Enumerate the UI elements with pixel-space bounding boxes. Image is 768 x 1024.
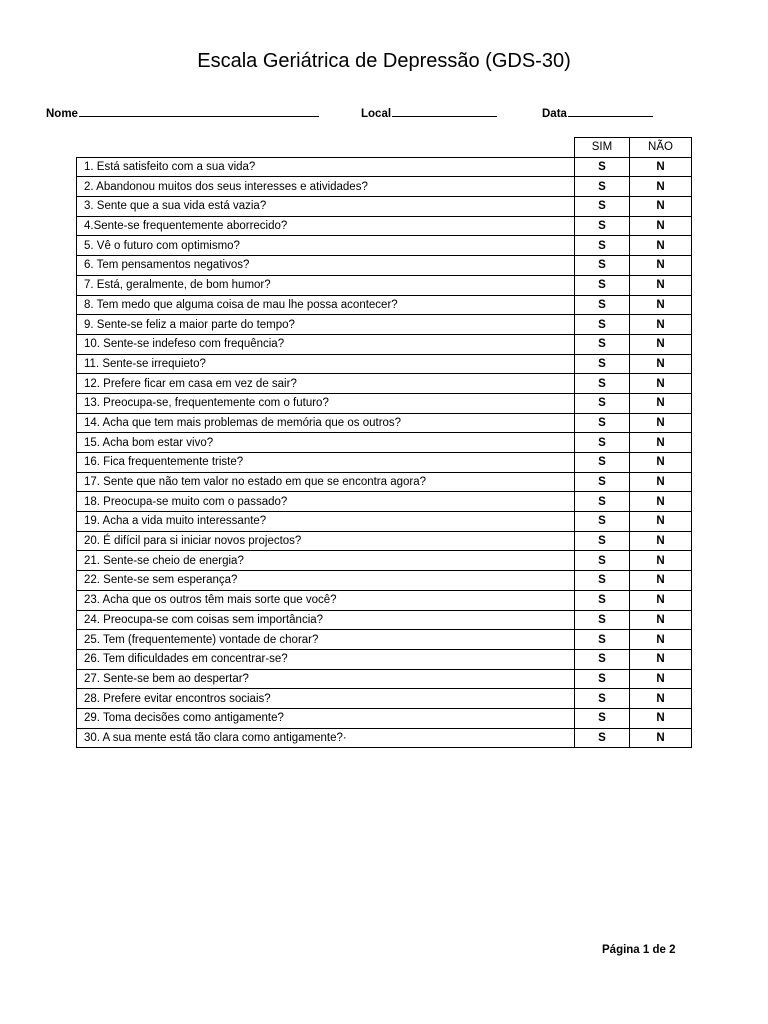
data-field[interactable]: [542, 104, 653, 123]
answer-nao-option[interactable]: N: [630, 551, 692, 571]
answer-sim-option[interactable]: S: [575, 531, 630, 551]
table-row: [77, 649, 692, 669]
question-text: 6. Tem pensamentos negativos?: [77, 256, 575, 276]
local-line[interactable]: [392, 104, 497, 117]
answer-sim-option[interactable]: S: [575, 197, 630, 217]
question-text: 14. Acha que tem mais problemas de memória que os outros?: [77, 413, 575, 433]
answer-nao-option[interactable]: N: [630, 728, 692, 748]
question-text: 23. Acha que os outros têm mais sorte que você?: [77, 590, 575, 610]
data-line[interactable]: [568, 104, 653, 117]
table-row: [77, 472, 692, 492]
header-sim: SIM: [575, 138, 630, 158]
question-text: 9. Sente-se feliz a maior parte do tempo?: [77, 315, 575, 335]
table-row: [77, 354, 692, 374]
answer-nao-option[interactable]: N: [630, 571, 692, 591]
question-text: 20. É difícil para si iniciar novos projectos?: [77, 531, 575, 551]
answer-sim-option[interactable]: S: [575, 256, 630, 276]
answer-nao-option[interactable]: N: [630, 256, 692, 276]
answer-sim-option[interactable]: S: [575, 275, 630, 295]
answer-sim-option[interactable]: S: [575, 708, 630, 728]
answer-nao-option[interactable]: N: [630, 590, 692, 610]
table-row: [77, 413, 692, 433]
answer-nao-option[interactable]: N: [630, 669, 692, 689]
answer-sim-option[interactable]: S: [575, 590, 630, 610]
answer-sim-option[interactable]: S: [575, 571, 630, 591]
table-row: [77, 610, 692, 630]
answer-nao-option[interactable]: N: [630, 157, 692, 177]
answer-sim-option[interactable]: S: [575, 177, 630, 197]
answer-sim-option[interactable]: S: [575, 413, 630, 433]
question-text: 27. Sente-se bem ao despertar?: [77, 669, 575, 689]
table-row: [77, 708, 692, 728]
answer-sim-option[interactable]: S: [575, 492, 630, 512]
answer-nao-option[interactable]: N: [630, 197, 692, 217]
answer-nao-option[interactable]: N: [630, 610, 692, 630]
question-text: 21. Sente-se cheio de energia?: [77, 551, 575, 571]
question-text: 2. Abandonou muitos dos seus interesses e atividades?: [77, 177, 575, 197]
answer-sim-option[interactable]: S: [575, 728, 630, 748]
answer-nao-option[interactable]: N: [630, 472, 692, 492]
table-row: [77, 177, 692, 197]
answer-nao-option[interactable]: N: [630, 295, 692, 315]
answer-nao-option[interactable]: N: [630, 374, 692, 394]
question-text: 17. Sente que não tem valor no estado em que se encontra agora?: [77, 472, 575, 492]
answer-sim-option[interactable]: S: [575, 472, 630, 492]
answer-sim-option[interactable]: S: [575, 551, 630, 571]
header-fields: [0, 104, 768, 122]
table-row: [77, 256, 692, 276]
answer-sim-option[interactable]: S: [575, 334, 630, 354]
question-text: 26. Tem dificuldades em concentrar-se?: [77, 649, 575, 669]
answer-sim-option[interactable]: S: [575, 354, 630, 374]
question-text: 15. Acha bom estar vivo?: [77, 433, 575, 453]
answer-nao-option[interactable]: N: [630, 630, 692, 650]
table-row: [77, 216, 692, 236]
header-blank-cell: [77, 138, 575, 158]
answer-sim-option[interactable]: S: [575, 393, 630, 413]
answer-nao-option[interactable]: N: [630, 315, 692, 335]
question-text: 11. Sente-se irrequieto?: [77, 354, 575, 374]
question-text: 7. Está, geralmente, de bom humor?: [77, 275, 575, 295]
answer-nao-option[interactable]: N: [630, 393, 692, 413]
answer-nao-option[interactable]: N: [630, 413, 692, 433]
answer-sim-option[interactable]: S: [575, 374, 630, 394]
answer-nao-option[interactable]: N: [630, 334, 692, 354]
answer-nao-option[interactable]: N: [630, 492, 692, 512]
table-header-row: [77, 138, 692, 158]
data-label: Data: [542, 108, 567, 120]
question-text: 1. Está satisfeito com a sua vida?: [77, 157, 575, 177]
question-text: 22. Sente-se sem esperança?: [77, 571, 575, 591]
table-row: [77, 669, 692, 689]
answer-sim-option[interactable]: S: [575, 236, 630, 256]
table-row: [77, 630, 692, 650]
answer-nao-option[interactable]: N: [630, 177, 692, 197]
answer-sim-option[interactable]: S: [575, 157, 630, 177]
question-text: 16. Fica frequentemente triste?: [77, 453, 575, 473]
table-body: [77, 157, 692, 748]
answer-nao-option[interactable]: N: [630, 531, 692, 551]
table-row: [77, 512, 692, 532]
question-text: 13. Preocupa-se, frequentemente com o futuro?: [77, 393, 575, 413]
answer-sim-option[interactable]: S: [575, 610, 630, 630]
gds-questionnaire-table: [76, 137, 692, 748]
table-row: [77, 531, 692, 551]
question-text: 8. Tem medo que alguma coisa de mau lhe possa acontecer?: [77, 295, 575, 315]
nome-field[interactable]: [46, 104, 319, 123]
answer-nao-option[interactable]: N: [630, 689, 692, 709]
question-text: 5. Vê o futuro com optimismo?: [77, 236, 575, 256]
answer-sim-option[interactable]: S: [575, 669, 630, 689]
page-number: Página 1 de 2: [602, 944, 676, 956]
answer-nao-option[interactable]: N: [630, 275, 692, 295]
question-text: 25. Tem (frequentemente) vontade de chorar?: [77, 630, 575, 650]
answer-nao-option[interactable]: N: [630, 236, 692, 256]
answer-sim-option[interactable]: S: [575, 649, 630, 669]
table-row: [77, 275, 692, 295]
question-text: 30. A sua mente está tão clara como antigamente?·: [77, 728, 575, 748]
answer-nao-option[interactable]: N: [630, 354, 692, 374]
answer-sim-option[interactable]: S: [575, 295, 630, 315]
question-text: 24. Preocupa-se com coisas sem importância?: [77, 610, 575, 630]
question-text: 18. Preocupa-se muito com o passado?: [77, 492, 575, 512]
answer-sim-option[interactable]: S: [575, 315, 630, 335]
question-text: 12. Prefere ficar em casa em vez de sair?: [77, 374, 575, 394]
table-row: [77, 551, 692, 571]
answer-sim-option[interactable]: S: [575, 433, 630, 453]
answer-sim-option[interactable]: S: [575, 630, 630, 650]
table-row: [77, 334, 692, 354]
answer-sim-option[interactable]: S: [575, 689, 630, 709]
table-row: [77, 728, 692, 748]
table-row: [77, 433, 692, 453]
table-row: [77, 492, 692, 512]
question-text: 19. Acha a vida muito interessante?: [77, 512, 575, 532]
question-text: 3. Sente que a sua vida está vazia?: [77, 197, 575, 217]
answer-nao-option[interactable]: N: [630, 649, 692, 669]
answer-nao-option[interactable]: N: [630, 453, 692, 473]
table-row: [77, 295, 692, 315]
table-row: [77, 453, 692, 473]
answer-nao-option[interactable]: N: [630, 216, 692, 236]
table-row: [77, 315, 692, 335]
local-field[interactable]: [361, 104, 497, 123]
question-text: 29. Toma decisões como antigamente?: [77, 708, 575, 728]
answer-sim-option[interactable]: S: [575, 453, 630, 473]
table-row: [77, 197, 692, 217]
table-row: [77, 374, 692, 394]
question-text: 28. Prefere evitar encontros sociais?: [77, 689, 575, 709]
table-row: [77, 590, 692, 610]
nome-line[interactable]: [79, 104, 319, 117]
table-row: [77, 157, 692, 177]
table-row: [77, 236, 692, 256]
local-label: Local: [361, 108, 392, 120]
answer-sim-option[interactable]: S: [575, 216, 630, 236]
question-text: 10. Sente-se indefeso com frequência?: [77, 334, 575, 354]
answer-sim-option[interactable]: S: [575, 512, 630, 532]
answer-nao-option[interactable]: N: [630, 433, 692, 453]
table-row: [77, 689, 692, 709]
table-row: [77, 571, 692, 591]
document-title: Escala Geriátrica de Depressão (GDS-30): [197, 50, 571, 72]
answer-nao-option[interactable]: N: [630, 512, 692, 532]
header-nao: NÃO: [630, 138, 692, 158]
question-text: 4.Sente-se frequentemente aborrecido?: [77, 216, 575, 236]
table-row: [77, 393, 692, 413]
answer-nao-option[interactable]: N: [630, 708, 692, 728]
nome-label: Nome: [46, 108, 78, 120]
